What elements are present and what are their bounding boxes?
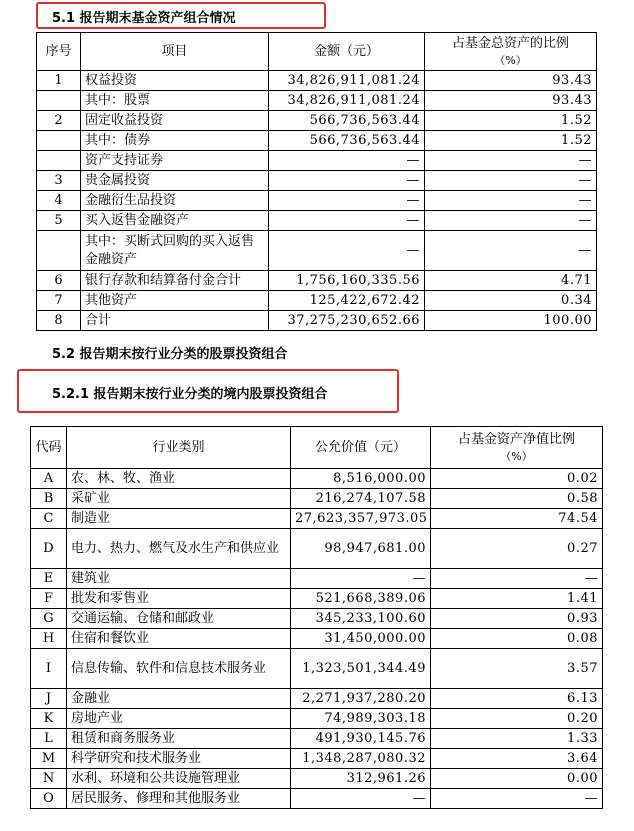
table-row [31, 709, 603, 729]
row-item: 贵金属投资 [81, 171, 269, 191]
row-code: O [31, 789, 67, 809]
row-item: 权益投资 [81, 71, 269, 91]
header-ratio-label: 占基金总资产的比例 [451, 35, 569, 51]
row-nav-ratio: 6.13 [431, 689, 603, 709]
row-industry: 制造业 [67, 509, 291, 529]
header-amount: 金额（元） [269, 33, 425, 71]
row-item: 固定收益投资 [81, 111, 269, 131]
table-row [31, 569, 603, 589]
row-fair-value: 2,271,937,280.20 [291, 689, 431, 709]
row-fair-value: 312,961.26 [291, 769, 431, 789]
row-fair-value: 521,668,389.06 [291, 589, 431, 609]
row-seq: 4 [37, 191, 81, 211]
table-row [37, 91, 597, 111]
table-row [31, 509, 603, 529]
row-item: 银行存款和结算备付金合计 [81, 271, 269, 291]
row-amount: — [269, 231, 425, 271]
row-item: 其中：债券 [81, 131, 269, 151]
table-row [37, 271, 597, 291]
row-item: 合计 [81, 311, 269, 331]
row-ratio: 0.34 [425, 291, 597, 311]
row-industry: 金融业 [67, 689, 291, 709]
row-seq: 3 [37, 171, 81, 191]
row-industry: 住宿和餐饮业 [67, 629, 291, 649]
row-nav-ratio: 0.08 [431, 629, 603, 649]
table-row [37, 191, 597, 211]
row-fair-value: 1,348,287,080.32 [291, 749, 431, 769]
row-fair-value: 31,450,000.00 [291, 629, 431, 649]
row-amount: — [269, 211, 425, 231]
row-amount: 125,422,672.42 [269, 291, 425, 311]
industry-stock-table [30, 426, 603, 809]
row-ratio: — [425, 151, 597, 171]
row-amount: 566,736,563.44 [269, 131, 425, 151]
row-ratio: — [425, 211, 597, 231]
table-row [37, 231, 597, 271]
header-fair-value: 公允价值（元） [291, 427, 431, 469]
row-code: I [31, 649, 67, 689]
row-amount: 34,826,911,081.24 [269, 91, 425, 111]
row-item: 资产支持证券 [81, 151, 269, 171]
row-industry: 交通运输、仓储和邮政业 [67, 609, 291, 629]
section-heading-5-1: 5.1 报告期末基金资产组合情况 [52, 11, 236, 26]
row-item: 买入返售金融资产 [81, 211, 269, 231]
table-row [31, 589, 603, 609]
row-amount: — [269, 151, 425, 171]
header-nav-ratio-unit: （%） [500, 449, 533, 463]
row-nav-ratio: — [431, 789, 603, 809]
row-amount: — [269, 191, 425, 211]
table-row [37, 131, 597, 151]
header-nav-ratio [431, 427, 603, 469]
row-ratio: 93.43 [425, 91, 597, 111]
row-amount: 1,756,160,335.56 [269, 271, 425, 291]
table-row [37, 311, 597, 331]
row-nav-ratio: 0.20 [431, 709, 603, 729]
row-fair-value: — [291, 569, 431, 589]
row-nav-ratio: 0.27 [431, 529, 603, 569]
row-nav-ratio: 0.58 [431, 489, 603, 509]
row-ratio: — [425, 191, 597, 211]
table-row [37, 171, 597, 191]
row-code: E [31, 569, 67, 589]
row-fair-value: 27,623,357,973.05 [291, 509, 431, 529]
row-industry: 居民服务、修理和其他服务业 [67, 789, 291, 809]
row-fair-value: 1,323,501,344.49 [291, 649, 431, 689]
row-ratio: 93.43 [425, 71, 597, 91]
row-industry: 农、林、牧、渔业 [67, 469, 291, 489]
row-seq: 7 [37, 291, 81, 311]
row-code: J [31, 689, 67, 709]
table-row [37, 151, 597, 171]
row-seq [37, 91, 81, 111]
row-seq: 2 [37, 111, 81, 131]
row-code: H [31, 629, 67, 649]
row-seq: 5 [37, 211, 81, 231]
row-seq: 1 [37, 71, 81, 91]
row-code: G [31, 609, 67, 629]
header-code: 代码 [31, 427, 67, 469]
table-row [31, 489, 603, 509]
asset-allocation-table [36, 32, 597, 331]
row-seq [37, 231, 81, 271]
row-seq [37, 131, 81, 151]
table-row [37, 291, 597, 311]
row-amount: 566,736,563.44 [269, 111, 425, 131]
row-industry: 信息传输、软件和信息技术服务业 [67, 649, 291, 689]
row-nav-ratio: 1.41 [431, 589, 603, 609]
table-row [31, 689, 603, 709]
row-fair-value: 8,516,000.00 [291, 469, 431, 489]
table-row [31, 729, 603, 749]
table-row [31, 529, 603, 569]
row-code: A [31, 469, 67, 489]
table-row [31, 769, 603, 789]
row-fair-value: — [291, 789, 431, 809]
table-row [31, 609, 603, 629]
row-amount: — [269, 171, 425, 191]
header-item: 项目 [81, 33, 269, 71]
row-nav-ratio: 3.64 [431, 749, 603, 769]
row-code: N [31, 769, 67, 789]
row-industry: 电力、热力、燃气及水生产和供应业 [67, 529, 291, 569]
row-nav-ratio: 0.00 [431, 769, 603, 789]
row-code: C [31, 509, 67, 529]
row-ratio: 4.71 [425, 271, 597, 291]
row-amount: 37,275,230,652.66 [269, 311, 425, 331]
row-nav-ratio: 3.57 [431, 649, 603, 689]
row-nav-ratio: 1.33 [431, 729, 603, 749]
row-code: F [31, 589, 67, 609]
header-seq: 序号 [37, 33, 81, 71]
table-row [31, 629, 603, 649]
row-fair-value: 74,989,303.18 [291, 709, 431, 729]
row-nav-ratio: 0.93 [431, 609, 603, 629]
row-industry: 科学研究和技术服务业 [67, 749, 291, 769]
row-amount: 34,826,911,081.24 [269, 71, 425, 91]
table-row [37, 71, 597, 91]
row-fair-value: 216,274,107.58 [291, 489, 431, 509]
section-heading-5-2-1: 5.2.1 报告期末按行业分类的境内股票投资组合 [52, 387, 328, 402]
row-industry: 批发和零售业 [67, 589, 291, 609]
row-industry: 采矿业 [67, 489, 291, 509]
row-industry: 租赁和商务服务业 [67, 729, 291, 749]
row-item: 其中：买断式回购的买入返售金融资产 [81, 231, 269, 271]
header-nav-ratio-label: 占基金资产净值比例 [457, 431, 575, 447]
row-industry: 房地产业 [67, 709, 291, 729]
row-item: 其中：股票 [81, 91, 269, 111]
row-code: D [31, 529, 67, 569]
row-ratio: — [425, 171, 597, 191]
header-ratio-unit: （%） [494, 53, 527, 67]
row-item: 金融衍生品投资 [81, 191, 269, 211]
row-fair-value: 491,930,145.76 [291, 729, 431, 749]
row-ratio: — [425, 231, 597, 271]
row-seq: 6 [37, 271, 81, 291]
table-row [37, 111, 597, 131]
row-industry: 建筑业 [67, 569, 291, 589]
row-item: 其他资产 [81, 291, 269, 311]
section-heading-5-2: 5.2 报告期末按行业分类的股票投资组合 [52, 347, 288, 362]
row-nav-ratio: 0.02 [431, 469, 603, 489]
row-industry: 水利、环境和公共设施管理业 [67, 769, 291, 789]
row-fair-value: 98,947,681.00 [291, 529, 431, 569]
table-row [31, 469, 603, 489]
row-ratio: 1.52 [425, 131, 597, 151]
table-row [31, 789, 603, 809]
table-row [31, 649, 603, 689]
row-fair-value: 345,233,100.60 [291, 609, 431, 629]
row-nav-ratio: 74.54 [431, 509, 603, 529]
row-seq [37, 151, 81, 171]
table-row [37, 211, 597, 231]
row-code: M [31, 749, 67, 769]
row-nav-ratio: — [431, 569, 603, 589]
header-industry: 行业类别 [67, 427, 291, 469]
row-code: B [31, 489, 67, 509]
table-row [31, 749, 603, 769]
row-code: L [31, 729, 67, 749]
row-code: K [31, 709, 67, 729]
row-seq: 8 [37, 311, 81, 331]
row-ratio: 1.52 [425, 111, 597, 131]
row-ratio: 100.00 [425, 311, 597, 331]
header-ratio [425, 33, 597, 71]
